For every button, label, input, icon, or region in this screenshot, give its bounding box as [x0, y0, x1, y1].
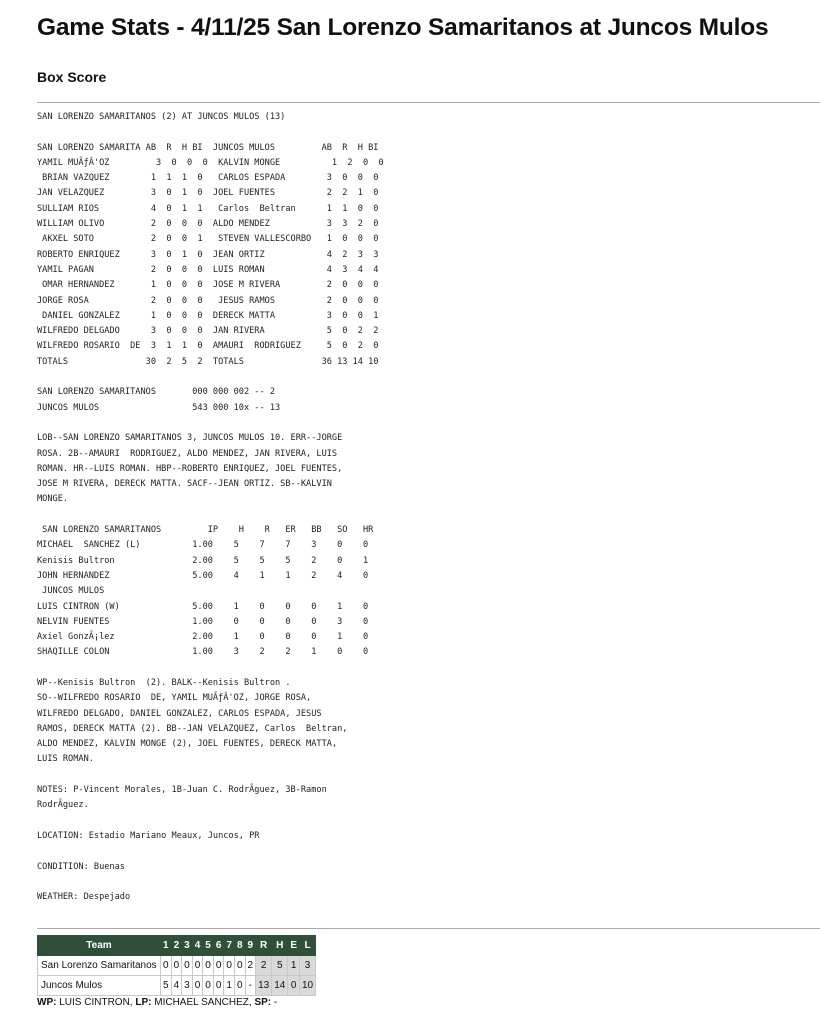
winning-pitcher: LUIS CINTRON	[59, 997, 130, 1008]
inning-score: 0	[234, 956, 245, 976]
inning-score: 0	[213, 956, 224, 976]
inning-score: 0	[213, 976, 224, 996]
header-inning: 4	[192, 936, 203, 956]
divider	[37, 102, 820, 103]
inning-score: 3	[182, 976, 193, 996]
table-row	[38, 956, 316, 976]
sp-label: SP:	[254, 997, 272, 1008]
header-hits: H	[272, 936, 288, 956]
total-errors: 1	[288, 956, 300, 976]
inning-score: 0	[203, 956, 214, 976]
losing-pitcher: MICHAEL SANCHEZ	[154, 997, 249, 1008]
inning-score: 0	[161, 956, 172, 976]
save-pitcher: -	[273, 997, 278, 1008]
header-inning: 2	[171, 936, 182, 956]
header-inning: 9	[245, 936, 256, 956]
header-errors: E	[288, 936, 300, 956]
inning-score: 5	[161, 976, 172, 996]
total-lob: 10	[299, 976, 315, 996]
team-name: San Lorenzo Samaritanos	[38, 956, 161, 976]
inning-score: 0	[224, 956, 235, 976]
header-team: Team	[38, 936, 161, 956]
total-lob: 3	[299, 956, 315, 976]
inning-score: 0	[234, 976, 245, 996]
header-inning: 6	[213, 936, 224, 956]
inning-score: 0	[171, 956, 182, 976]
header-inning: 7	[224, 936, 235, 956]
inning-score: 1	[224, 976, 235, 996]
header-inning: 3	[182, 936, 193, 956]
lp-label: LP:	[135, 997, 152, 1008]
inning-score: 0	[203, 976, 214, 996]
total-errors: 0	[288, 976, 300, 996]
header-inning: 8	[234, 936, 245, 956]
pitcher-decisions: WP: LUIS CINTRON, LP: MICHAEL SANCHEZ, SP: -	[37, 997, 278, 1008]
header-inning: 1	[161, 936, 172, 956]
total-hits: 5	[272, 956, 288, 976]
inning-score: 4	[171, 976, 182, 996]
linescore-header-row	[38, 936, 316, 956]
wp-label: WP:	[37, 997, 57, 1008]
inning-score: -	[245, 976, 256, 996]
team-name: Juncos Mulos	[38, 976, 161, 996]
total-hits: 14	[272, 976, 288, 996]
inning-score: 0	[192, 976, 203, 996]
linescore-table	[37, 935, 316, 996]
inning-score: 2	[245, 956, 256, 976]
inning-score: 0	[182, 956, 193, 976]
inning-score: 0	[192, 956, 203, 976]
table-row	[38, 976, 316, 996]
header-inning: 5	[203, 936, 214, 956]
divider	[37, 928, 820, 929]
header-runs: R	[256, 936, 272, 956]
total-runs: 13	[256, 976, 272, 996]
box-score-text: SAN LORENZO SAMARITANOS (2) AT JUNCOS MULOS (13) SAN LORENZO SAMARITA AB R H BI JUNCOS MULOS AB R H BI YAMIL MUÃƒÂ'OZ 3 0 0 0 KALVIN MONGE 1 2 0 0 BRIAN VAZQUEZ 1 1 1 0 CARLOS ESPADA 3 0 0 0 JAN VELAZQUEZ 3 0 1 0 JOEL FUENTES 2 2 1 0 SULLIAM RIOS 4 0 1 1 Carlos Beltran 1 1 0 0 WILLIAM OLIVO 2 0 0 0 ALDO MENDEZ 3 3 2 0 AKXEL SOTO 2 0 0 1 STEVEN VALLESCORBO 1 0 0 0 ROBERTO ENRIQUEZ 3 0 1 0 JEAN ORTIZ 4 2 3 3 YAMIL PAGAN 2 0 0 0 LUIS ROMAN 4 3 4 4 OMAR HERNANDEZ 1 0 0 0 JOSE M RIVERA 2 0 0 0 JORGE ROSA 2 0 0 0 JESUS RAMOS 2 0 0 0 DANIEL GONZALEZ 1 0 0 0 DERECK MATTA 3 0 0 1 WILFREDO DELGADO 3 0 0 0 JAN RIVERA 5 0 2 2 WILFREDO ROSARIO DE 3 1 1 0 AMAURI RODRIGUEZ 5 0 2 0 TOTALS 30 2 5 2 TOTALS 36 13 14 10 SAN LORENZO SAMARITANOS 000 000 002 -- 2 JUNCOS MULOS 543 000 10x -- 13 LOB--SAN LORENZO SAMARITANOS 3, JUNCOS MULOS 10. ERR--JORGE ROSA. 2B--AMAURI RODRIGUEZ, ALDO MENDEZ, JAN RIVERA, LUIS ROMAN. HR--LUIS ROMAN. HBP--ROBERTO ENRIQUEZ, JOEL FUENTES, JOSE M RIVERA, DERECK MATTA. SACF--JEAN ORTIZ. SB--KALVIN MONGE. SAN LORENZO SAMARITANOS IP H R ER BB SO HR MICHAEL SANCHEZ (L) 1.00 5 7 7 3 0 0 Kenisis Bultron 2.00 5 5 5 2 0 1 JOHN HERNANDEZ 5.00 4 1 1 2 4 0 JUNCOS MULOS LUIS CINTRON (W) 5.00 1 0 0 0 1 0 NELVIN FUENTES 1.00 0 0 0 0 3 0 Axiel GonzÃ¡lez 2.00 1 0 0 0 1 0 SHAQILLE COLON 1.00 3 2 2 1 0 0 WP--Kenisis Bultron (2). BALK--Kenisis Bultron . SO--WILFREDO ROSARIO DE, YAMIL MUÃƒÂ'OZ, JORGE ROSA, WILFREDO DELGADO, DANIEL GONZALEZ, CARLOS ESPADA, JESUS RAMOS, DERECK MATTA (2). BB--JAN VELAZQUEZ, Carlos Beltran, ALDO MENDEZ, KALVIN MONGE (2), JOEL FUENTES, DERECK MATTA, LUIS ROMAN. NOTES: P-Vincent Morales, 1B-Juan C. RodrÃguez, 3B-Ramon RodrÃguez. LOCATION: Estadio Mariano Meaux, Juncos, PR CONDITION: Buenas WEATHER: Despejado	[37, 112, 384, 903]
section-title: Box Score	[37, 69, 107, 85]
total-runs: 2	[256, 956, 272, 976]
page-title: Game Stats - 4/11/25 San Lorenzo Samaritanos at Juncos Mulos	[37, 14, 769, 41]
header-lob: L	[299, 936, 315, 956]
